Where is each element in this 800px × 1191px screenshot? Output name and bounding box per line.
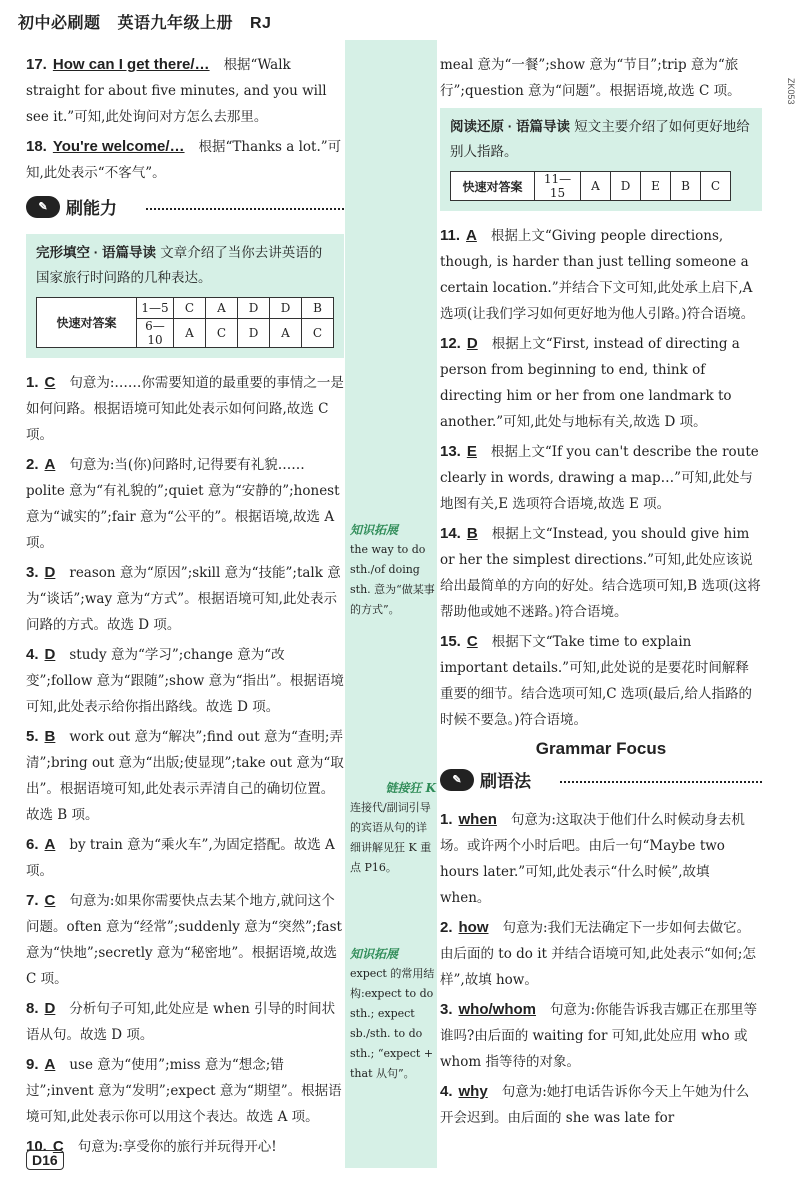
reading-title: 阅读还原 · 语篇导读 [450,119,570,134]
cloze-answer-table: 快速对答案 1—5 C A D D B 6—10 A C D A C [36,297,334,348]
answer-item: 1. when 句意为:这取决于他们什么时候动身去机场。或许两个小时后吧。由后一句“Maybe two hours later.”可知,此处表示“什么时候”,故填 when。 [440,811,745,906]
book-edition: RJ [249,15,272,32]
side-code: ZK053 [786,78,796,105]
answer-item: 15. C 根据下文“Take time to explain important details.”可知,此处说的是要花时间解释重要的细节。结合选项可知,C 选项(最后,给人指路的时候不要急。)符合语境。 [440,633,752,728]
book-subject: 英语九年级上册 [117,15,233,32]
answer-item: 18. You're welcome/… 根据“Thanks a lot.”可知,此处表示“不客气”。 [26,138,342,181]
cloze-summary: 文章介绍了当你去讲英语的国家旅行时问路的几种表达。 [36,245,323,286]
answer-item: 4. D study 意为“学习”;change 意为“改变”;follow 意为“跟随”;show 意为“指出”。根据语境可知,此处表示给你指出路线。故选 D 项。 [26,646,344,715]
answer-item: 4. why 句意为:她打电话告诉你今天上午她为什么开会迟到。由后面的 she was late for [440,1083,750,1126]
answer-item: 1. C 句意为:……你需要知道的最重要的事情之一是如何问路。根据语境可知此处表示如何问路,故选 C 项。 [26,374,344,443]
answer-item: 3. who/whom 句意为:你能告诉我吉娜正在那里等谁吗?由后面的 waiting for 可知,此处应用 who 或 whom 指等待的对象。 [440,1001,758,1070]
reading-guide-box [440,108,762,211]
pencil-icon: ✎ [26,196,60,218]
right-column [440,52,762,1135]
answer-item: 6. A by train 意为“乘火车”,为固定搭配。故选 A 项。 [26,836,335,879]
answer-item: 7. C 句意为:如果你需要快点去某个地方,就问这个问题。often 意为“经常”;suddenly 意为“突然”;fast 意为“快地”;secretly 意为“秘密地”。根据语境,故选 C 项。 [26,892,342,987]
explanation: 根据“Walk straight for about five minutes, and you will see it.”可知,此处询问对方怎么去那里。 [26,57,327,125]
section-ability-banner: ✎ 刷能力 [26,194,344,224]
cloze-guide-box [26,234,344,358]
margin-note: 知识拓展 expect 的常用结构:expect to do sth.; expect sb./sth. to do sth.; “expect + that 从句”。 [350,947,435,1080]
page-header [18,10,283,33]
page-number: D16 [26,1150,64,1170]
continued-text: meal 意为“一餐”;show 意为“节目”;trip 意为“旅行”;question 意为“问题”。根据语境,故选 C 项。 [440,57,741,99]
section-grammar-banner: ✎ 刷语法 [440,767,762,797]
answer-item: 17. How can I get there/… 根据“Walk straight for about five minutes, and you will see it.”可知,此处询问对方怎么去那里。 [26,56,327,125]
answer-item: 11. A 根据上文“Giving people directions, though, is harder than just telling someone a certain location.”并结合下文可知,此处承上启下,A 选项(让我们学习如何更好地为他人引路。)符合语境。 [440,227,755,322]
reading-answer-table: 快速对答案 11—15 A D E B C [450,171,731,201]
answer-key: How can I get there/… [52,56,210,73]
answer-item: 13. E 根据上文“If you can't describe the route clearly in words, drawing a map…”可知,此处与地图有关,E 选项符合语境,故选 E 项。 [440,443,759,512]
answer-item: 10. C 句意为:享受你的旅行并玩得开心! [26,1138,277,1155]
answer-item: 2. A 句意为:当(你)问路时,记得要有礼貌…… polite 意为“有礼貌的”;quiet 意为“安静的”;honest 意为“诚实的”;fair 意为“公平的”。根据语境,故选 A 项。 [26,456,340,551]
margin-note: 链接狂 K 连接代/副词引导的宾语从句的详细讲解见狂 K 重点 P16。 [350,781,436,874]
explanation: 根据“Thanks a lot.”可知,此处表示“不客气”。 [26,139,342,181]
answer-item: 14. B 根据上文“Instead, you should give him or her the simplest directions.”可知,此处应该说给出最简单的方向的好处。结合选项可知,B 选项(这将帮助他或她不迷路。)符合语境。 [440,525,761,620]
margin-note: 知识拓展 the way to do sth./of doing sth. 意为“做某事的方式”。 [350,523,435,616]
grammar-heading: Grammar Focus [535,739,667,758]
answer-item: 3. D reason 意为“原因”;skill 意为“技能”;talk 意为“谈话”;way 意为“方式”。根据语境可知,此处表示问路的方式。故选 D 项。 [26,564,341,633]
answer-key: You're welcome/… [52,138,185,155]
answer-item: 8. D 分析句子可知,此处应是 when 引导的时间状语从句。故选 D 项。 [26,1000,336,1043]
cloze-title: 完形填空 · 语篇导读 [36,245,156,260]
answer-item: 12. D 根据上文“First, instead of directing a person from beginning to end, think of directing him or her from one landmark to another.”可知,此处与地标有关,故选 D 项。 [440,335,740,430]
book-title: 初中必刷题 [18,15,101,32]
left-column [26,52,344,1164]
reading-summary: 短文主要介绍了如何更好地给别人指路。 [450,119,750,160]
answer-item: 9. A use 意为“使用”;miss 意为“想念;错过”;invent 意为“发明”;expect 意为“期望”。根据语境可知,此处表示你可以用这个表达。故选 A 项。 [26,1056,342,1125]
answer-item: 5. B work out 意为“解决”;find out 意为“查明;弄清”;bring out 意为“出版;使显现”;take out 意为“取出”。根据语境可知,此处表示弄清自己的确切位置。故选 B 项。 [26,728,344,823]
answer-item: 2. how 句意为:我们无法确定下一步如何去做它。由后面的 to do it 并结合语境可知,此处表示“如何;怎样”,故填 how。 [440,919,756,988]
pencil-icon: ✎ [440,769,474,791]
